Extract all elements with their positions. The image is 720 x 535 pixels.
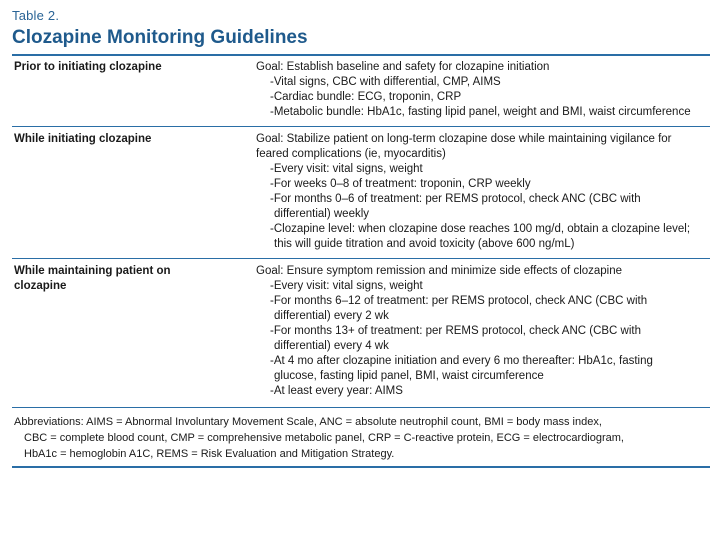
row-divider	[12, 407, 710, 408]
stage-details	[252, 132, 710, 252]
list-item: differential) weekly	[274, 208, 370, 220]
list-item: -Vital signs, CBC with differential, CMP, AIMS	[270, 76, 501, 88]
list-item: -At 4 mo after clozapine initiation and every 6 mo thereafter: HbA1c, fasting	[270, 355, 653, 367]
stage-label: Prior to initiating clozapine	[14, 61, 162, 73]
abbreviations-line: HbA1c = hemoglobin A1C, REMS = Risk Evaluation and Mitigation Strategy.	[24, 448, 395, 460]
list-item: -Clozapine level: when clozapine dose reaches 100 mg/d, obtain a clozapine level;	[270, 223, 691, 235]
list-item: glucose, fasting lipid panel, BMI, waist circumference	[274, 370, 544, 382]
table-row	[12, 56, 710, 126]
abbreviations-line: CBC = complete blood count, CMP = comprehensive metabolic panel, CRP = C-reactive protein, ECG = electrocardiogram,	[24, 432, 624, 444]
list-item: differential) every 2 wk	[274, 310, 389, 322]
table-container	[12, 8, 710, 468]
abbreviations-line: Abbreviations: AIMS = Abnormal Involuntary Movement Scale, ANC = absolute neutrophil count, BMI = body mass index,	[14, 416, 602, 428]
goal-text: Goal: Establish baseline and safety for clozapine initiation	[256, 61, 550, 73]
list-item: -Metabolic bundle: HbA1c, fasting lipid panel, weight and BMI, waist circumference	[270, 106, 691, 118]
list-item: -At least every year: AIMS	[270, 385, 403, 397]
stage-details	[252, 264, 710, 399]
list-item: -Every visit: vital signs, weight	[270, 280, 423, 292]
list-item: -For months 6–12 of treatment: per REMS protocol, check ANC (CBC with	[270, 295, 648, 307]
table-label: Table 2.	[12, 8, 60, 23]
list-item: -Cardiac bundle: ECG, troponin, CRP	[270, 91, 462, 103]
stage-details	[252, 60, 710, 120]
goal-text: Goal: Stabilize patient on long-term clozapine dose while maintaining vigilance for	[256, 133, 672, 145]
list-item: -For weeks 0–8 of treatment: troponin, CRP weekly	[270, 178, 531, 190]
table-row	[12, 259, 710, 407]
abbreviations-footnote	[12, 414, 710, 462]
goal-text: Goal: Ensure symptom remission and minimize side effects of clozapine	[256, 265, 623, 277]
table-title: Clozapine Monitoring Guidelines	[12, 27, 308, 48]
goal-text-cont: feared complications (ie, myocarditis)	[256, 148, 446, 160]
list-item: this will guide titration and avoid toxicity (above 600 ng/mL)	[274, 238, 575, 250]
list-item: -Every visit: vital signs, weight	[270, 163, 423, 175]
list-item: -For months 13+ of treatment: per REMS protocol, check ANC (CBC with	[270, 325, 642, 337]
table-row	[12, 127, 710, 258]
list-item: -For months 0–6 of treatment: per REMS protocol, check ANC (CBC with	[270, 193, 641, 205]
stage-label: While initiating clozapine	[14, 133, 152, 145]
bottom-rule	[12, 466, 710, 468]
stage-label: While maintaining patient on clozapine	[14, 265, 171, 292]
list-item: differential) every 4 wk	[274, 340, 389, 352]
